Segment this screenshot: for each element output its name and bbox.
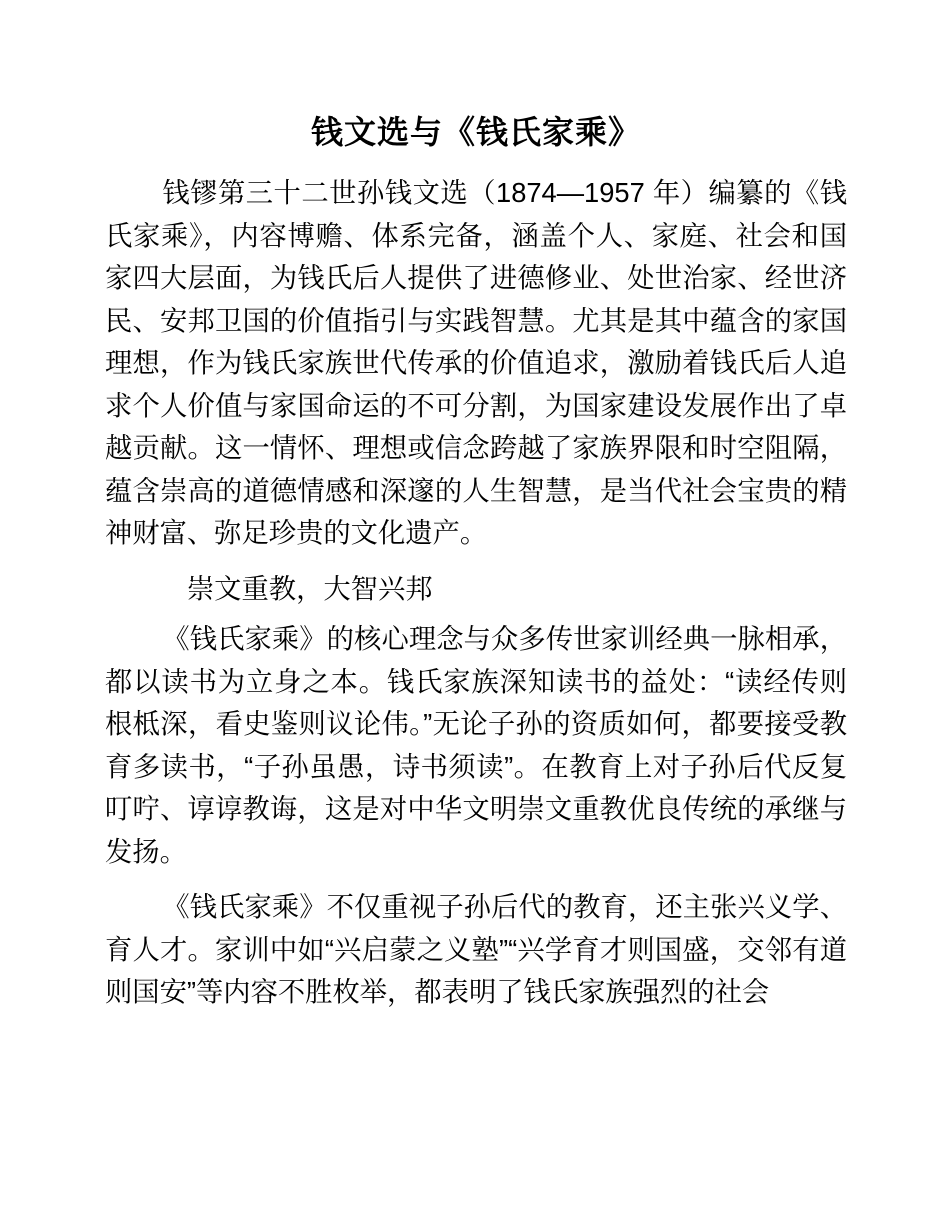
body-paragraph: 《钱氏家乘》的核心理念与众多传世家训经典一脉相承，都以读书为立身之本。钱氏家族深知读书的益处：“读经传则根柢深，看史鉴则议论伟。”无论子孙的资质如何，都要接受教育多读书，“子孙虽愚，诗书须读”。在教育上对子孙后代反复叮咛、谆谆教诲，这是对中华文明崇文重教优良传统的承继与发扬。 <box>105 623 847 867</box>
document-page <box>105 0 847 1014</box>
body-paragraph: 《钱氏家乘》不仅重视子孙后代的教育，还主张兴义学、育人才。家训中如“兴启蒙之义塾”“兴学育才则国盛，交邻有道则国安”等内容不胜枚举，都表明了钱氏家族强烈的社会 <box>105 891 847 1007</box>
document-title: 钱文选与《钱氏家乘》 <box>310 114 641 150</box>
body-paragraph: 钱镠第三十二世孙钱文选（1874—1957 年）编纂的《钱氏家乘》，内容博赡、体系完备，涵盖个人、家庭、社会和国家四大层面，为钱氏后人提供了进德修业、处世治家、经世济民、安邦卫国的价值指引与实践智慧。尤其是其中蕴含的家国理想，作为钱氏家族世代传承的价值追求，激励着钱氏后人追求个人价值与家国命运的不可分割，为国家建设发展作出了卓越贡献。这一情怀、理想或信念跨越了家族界限和时空阻隔，蕴含崇高的道德情感和深邃的人生智慧，是当代社会宝贵的精神财富、弥足珍贵的文化遗产。 <box>105 177 847 548</box>
section-heading: 崇文重教，大智兴邦 <box>186 572 433 604</box>
